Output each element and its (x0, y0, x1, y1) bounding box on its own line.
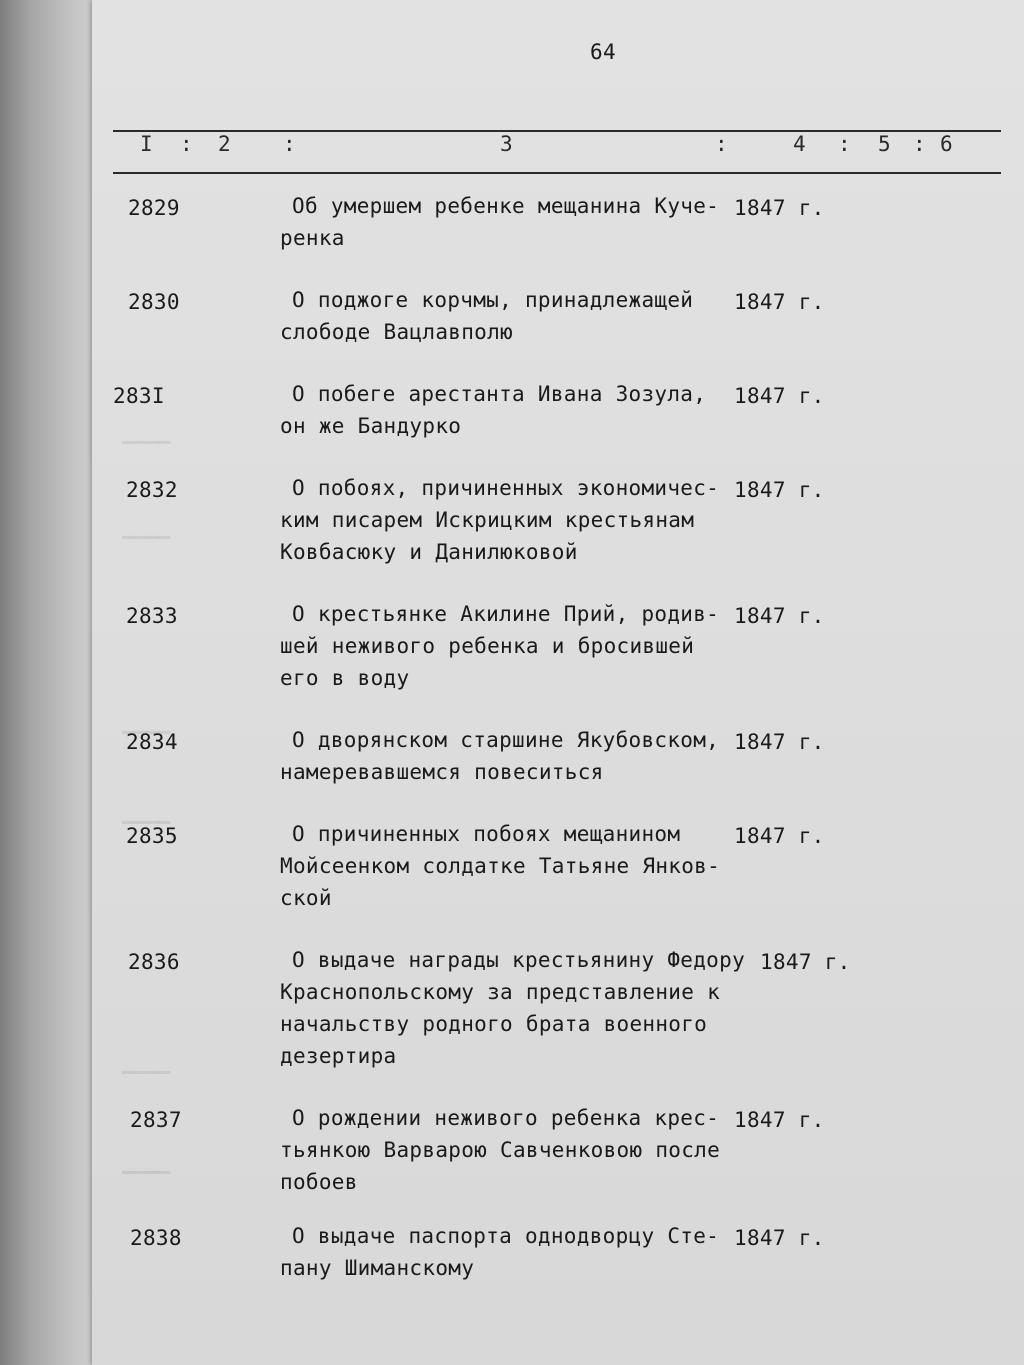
description-line: ренка (280, 226, 345, 250)
header-rule-top (113, 130, 1001, 132)
bleed-through-mark: ▁▁▁▁ (122, 420, 171, 444)
description-line: намеревавшемся повеситься (280, 760, 604, 784)
description-line: ким писарем Искрицким крестьянам (280, 508, 695, 532)
description-line: О причиненных побоях мещанином (292, 822, 681, 846)
description-line: дезертира (280, 1044, 397, 1068)
description-line: О выдаче паспорта однодворцу Сте- (292, 1224, 720, 1248)
description-line: О крестьянке Акилине Прий, родив- (292, 602, 720, 626)
column-header-label: : (283, 132, 296, 156)
description-line: слободе Вацлавполю (280, 320, 513, 344)
description-line: О рождении неживого ребенка крес- (292, 1106, 720, 1130)
binding-shadow (0, 0, 92, 1365)
entry-number: 2830 (128, 290, 180, 314)
header-rule-bottom (113, 172, 1001, 174)
description-line: он же Бандурко (280, 414, 462, 438)
entry-description (280, 724, 719, 788)
entry-year: 1847 г. (734, 604, 825, 628)
entry-year: 1847 г. (734, 1226, 825, 1250)
column-header-label: : (180, 132, 193, 156)
bleed-through-mark: ▁▁▁▁ (122, 1050, 171, 1074)
entry-description (280, 378, 706, 442)
entry-year: 1847 г. (760, 950, 851, 974)
entry-description (280, 818, 720, 914)
description-line: начальству родного брата военного (280, 1012, 708, 1036)
description-line: Об умершем ребенке мещанина Куче- (292, 194, 720, 218)
description-line: О побоях, причиненных экономичес- (292, 476, 720, 500)
description-line: ской (280, 886, 332, 910)
column-header-label: 5 (878, 132, 891, 156)
description-line: пану Шиманскому (280, 1256, 475, 1280)
column-header-label: : (715, 132, 728, 156)
description-line: Мойсеенком солдатке Татьяне Янков- (280, 854, 721, 878)
entry-number: 2835 (126, 824, 178, 848)
column-header-label: 2 (218, 132, 231, 156)
description-line: Ковбасюку и Данилюковой (280, 540, 578, 564)
entry-year: 1847 г. (734, 478, 825, 502)
description-line: его в воду (280, 666, 410, 690)
bleed-through-mark: ▁▁▁▁ (122, 515, 171, 539)
document-page (92, 0, 1024, 1365)
column-header-label: I (140, 132, 153, 156)
description-line: тьянкою Варварою Савченковою после (280, 1138, 721, 1162)
entry-year: 1847 г. (734, 384, 825, 408)
entry-number: 2834 (126, 730, 178, 754)
bleed-through-mark: ▁▁▁▁ (122, 710, 171, 734)
entry-year: 1847 г. (734, 730, 825, 754)
entry-year: 1847 г. (734, 196, 825, 220)
entry-description (280, 598, 719, 694)
entry-description (280, 1220, 719, 1284)
column-header-label: 4 (793, 132, 806, 156)
entry-number: 2833 (126, 604, 178, 628)
entry-number: 2836 (128, 950, 180, 974)
entry-number: 2832 (126, 478, 178, 502)
entry-number: 2829 (128, 196, 180, 220)
description-line: О выдаче награды крестьянину Федору (292, 948, 746, 972)
description-line: О поджоге корчмы, принадлежащей (292, 288, 694, 312)
column-header-label: 6 (940, 132, 953, 156)
entry-description (280, 190, 719, 254)
page-number: 64 (590, 40, 616, 64)
entry-year: 1847 г. (734, 824, 825, 848)
description-line: побоев (280, 1170, 358, 1194)
entry-number: 2838 (130, 1226, 182, 1250)
entry-number: 283I (113, 384, 165, 408)
bleed-through-mark: ▁▁▁▁ (122, 800, 171, 824)
entry-description (280, 284, 693, 348)
entry-description (280, 472, 719, 568)
description-line: О побеге арестанта Ивана Зозула, (292, 382, 707, 406)
description-line: О дворянском старшине Якубовском, (292, 728, 720, 752)
entry-year: 1847 г. (734, 290, 825, 314)
description-line: шей неживого ребенка и бросившей (280, 634, 695, 658)
column-header-label: 3 (500, 132, 513, 156)
column-header-label: : (838, 132, 851, 156)
entry-year: 1847 г. (734, 1108, 825, 1132)
bleed-through-mark: ▁▁▁▁ (122, 1150, 171, 1174)
description-line: Краснопольскому за представление к (280, 980, 721, 1004)
entry-number: 2837 (130, 1108, 182, 1132)
entry-description (280, 944, 745, 1072)
column-header-label: : (913, 132, 926, 156)
entry-description (280, 1102, 720, 1198)
